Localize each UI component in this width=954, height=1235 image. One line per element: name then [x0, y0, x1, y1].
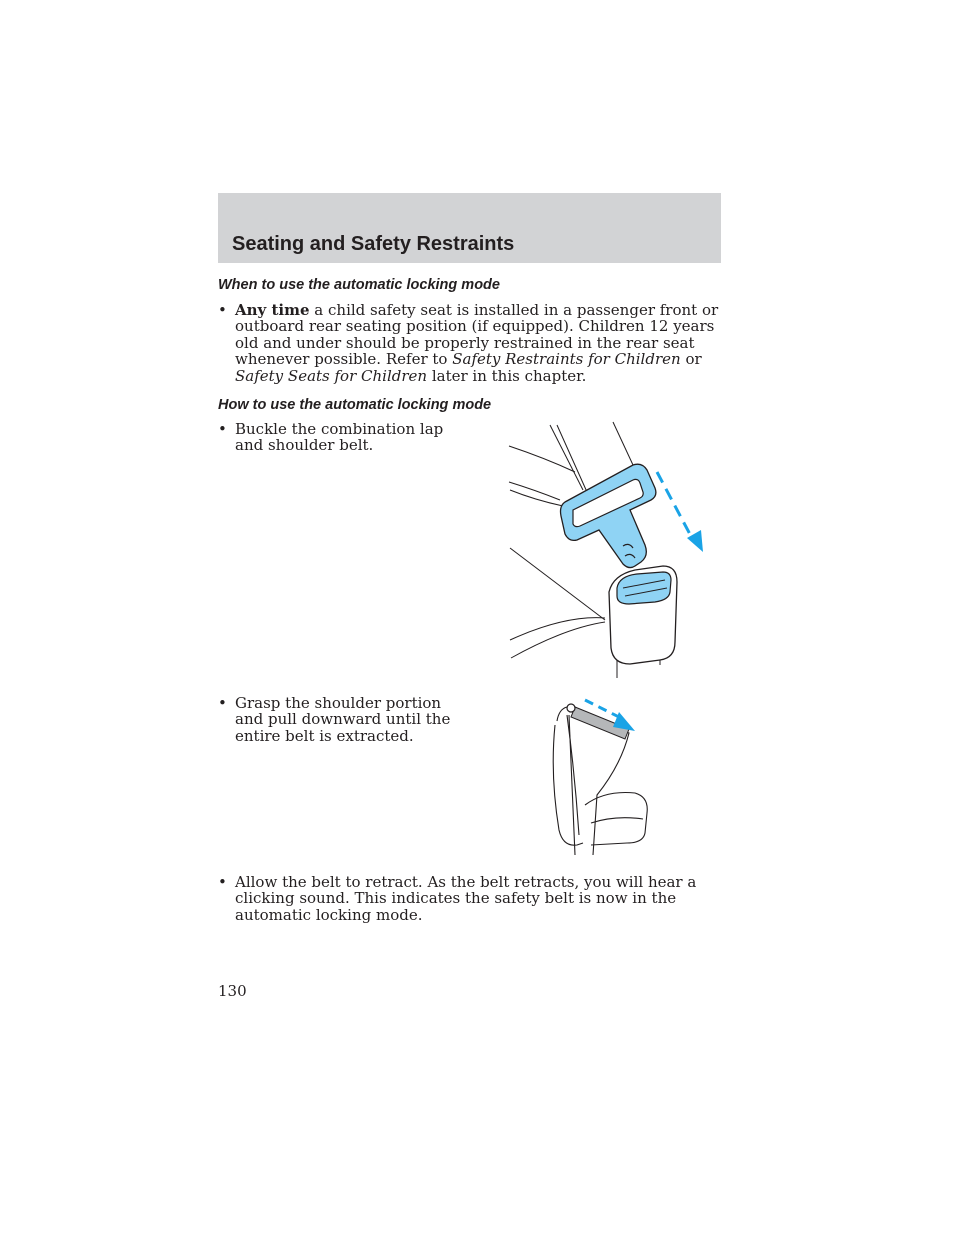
bullet-grasp: [218, 695, 468, 744]
bullet-dot: •: [218, 873, 227, 891]
bullet-dot: •: [218, 420, 227, 438]
bullet-text: Grasp the shoulder portion and pull downward until the entire belt is extracted.: [235, 694, 451, 745]
chapter-title: Seating and Safety Restraints: [232, 233, 515, 255]
xref-safety-seats-link: Safety Seats for Children: [235, 366, 428, 385]
section-heading-when: When to use the automatic locking mode: [218, 277, 500, 293]
buckle-illustration: [505, 420, 720, 682]
arrow-down-icon: [687, 530, 703, 552]
section-heading-how: How to use the automatic locking mode: [218, 397, 492, 413]
bullet-text-part: a child safety seat is installed in a passenger front or outboard rear seating position (if equipped). Children 12 years old and under should be properly restrained in the rear seat whenever possible. Refer to: [235, 301, 719, 369]
bullet-text: Buckle the combination lap and shoulder belt.: [235, 420, 444, 455]
bullet-dot: •: [218, 694, 227, 712]
seat-belt-illustration: [545, 695, 655, 863]
bullet-text-part: later in this chapter.: [427, 366, 587, 385]
bullet-text: Allow the belt to retract. As the belt retracts, you will hear a clicking sound. This indicates the safety belt is now in the automatic locking mode.: [235, 873, 697, 924]
belt-anchor: [567, 704, 575, 712]
bullet-buckle: [218, 421, 468, 454]
chapter-header-band: [218, 193, 721, 263]
bullet-text-part: or: [680, 350, 702, 369]
pull-arrow-line: [657, 472, 693, 540]
page-number: 130: [218, 982, 247, 1000]
bullet-retract: [218, 874, 723, 923]
bold-lead: Any time: [235, 301, 310, 319]
bullet-any-time: [218, 302, 723, 384]
xref-safety-restraints-link: Safety Restraints for Children: [452, 350, 681, 369]
bullet-dot: •: [218, 301, 227, 319]
bullet-text: [235, 302, 723, 384]
